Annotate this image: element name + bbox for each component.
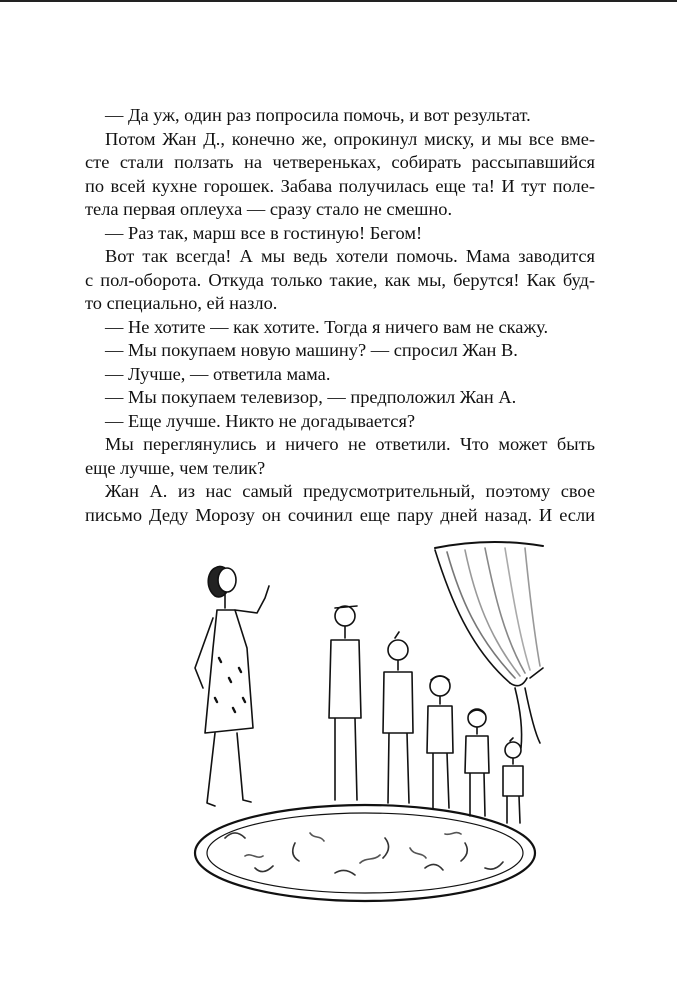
text-line: письмо Деду Морозу он сочинил еще пару дней назад. И если [85,504,595,525]
text-line: еще лучше, чем телик? [85,457,266,478]
text-line: — Не хотите — как хотите. Тогда я ничего вам не скажу. [105,316,549,337]
curtain-drawing [435,542,543,748]
text-line: тела первая оплеуха — сразу стало не смешно. [85,199,453,219]
page-top-border [0,0,677,2]
text-line: — Мы покупаем телевизор, — предположил Жан А. [105,387,517,407]
text-line: то специально, ей назло. [85,293,278,313]
family-illustration [185,538,545,908]
text-line: — Раз так, марш все в гостиную! Бегом! [105,222,423,243]
children-drawing [329,606,523,823]
text-line: — Да уж, один раз попросила помочь, и вот результат. [105,105,531,125]
text-line: Потом Жан Д., конечно же, опрокинул миску, и мы все вме- [105,128,595,149]
body-text [85,104,595,527]
text-line: — Мы покупаем новую машину? — спросил Жан В. [105,340,518,360]
text-line: сте стали ползать на четвереньках, собирать рассыпавшийся [85,152,595,172]
text-line: Жан А. из нас самый предусмотрительный, поэтому свое [105,481,595,501]
text-line: — Еще лучше. Никто не догадывается? [105,410,416,431]
text-line: по всей кухне горошек. Забава получилась еще та! И тут поле- [85,175,595,196]
stage-drawing [195,805,535,901]
text-line: с пол-оборота. Откуда только такие, как мы, берутся! Как буд- [85,269,595,290]
mother-drawing [195,566,269,806]
text-line: Мы переглянулись и ничего не ответили. Что может быть [105,434,595,454]
text-line: — Лучше, — ответила мама. [105,363,331,384]
text-line: Вот так всегда! А мы ведь хотели помочь. Мама заводится [105,246,595,266]
